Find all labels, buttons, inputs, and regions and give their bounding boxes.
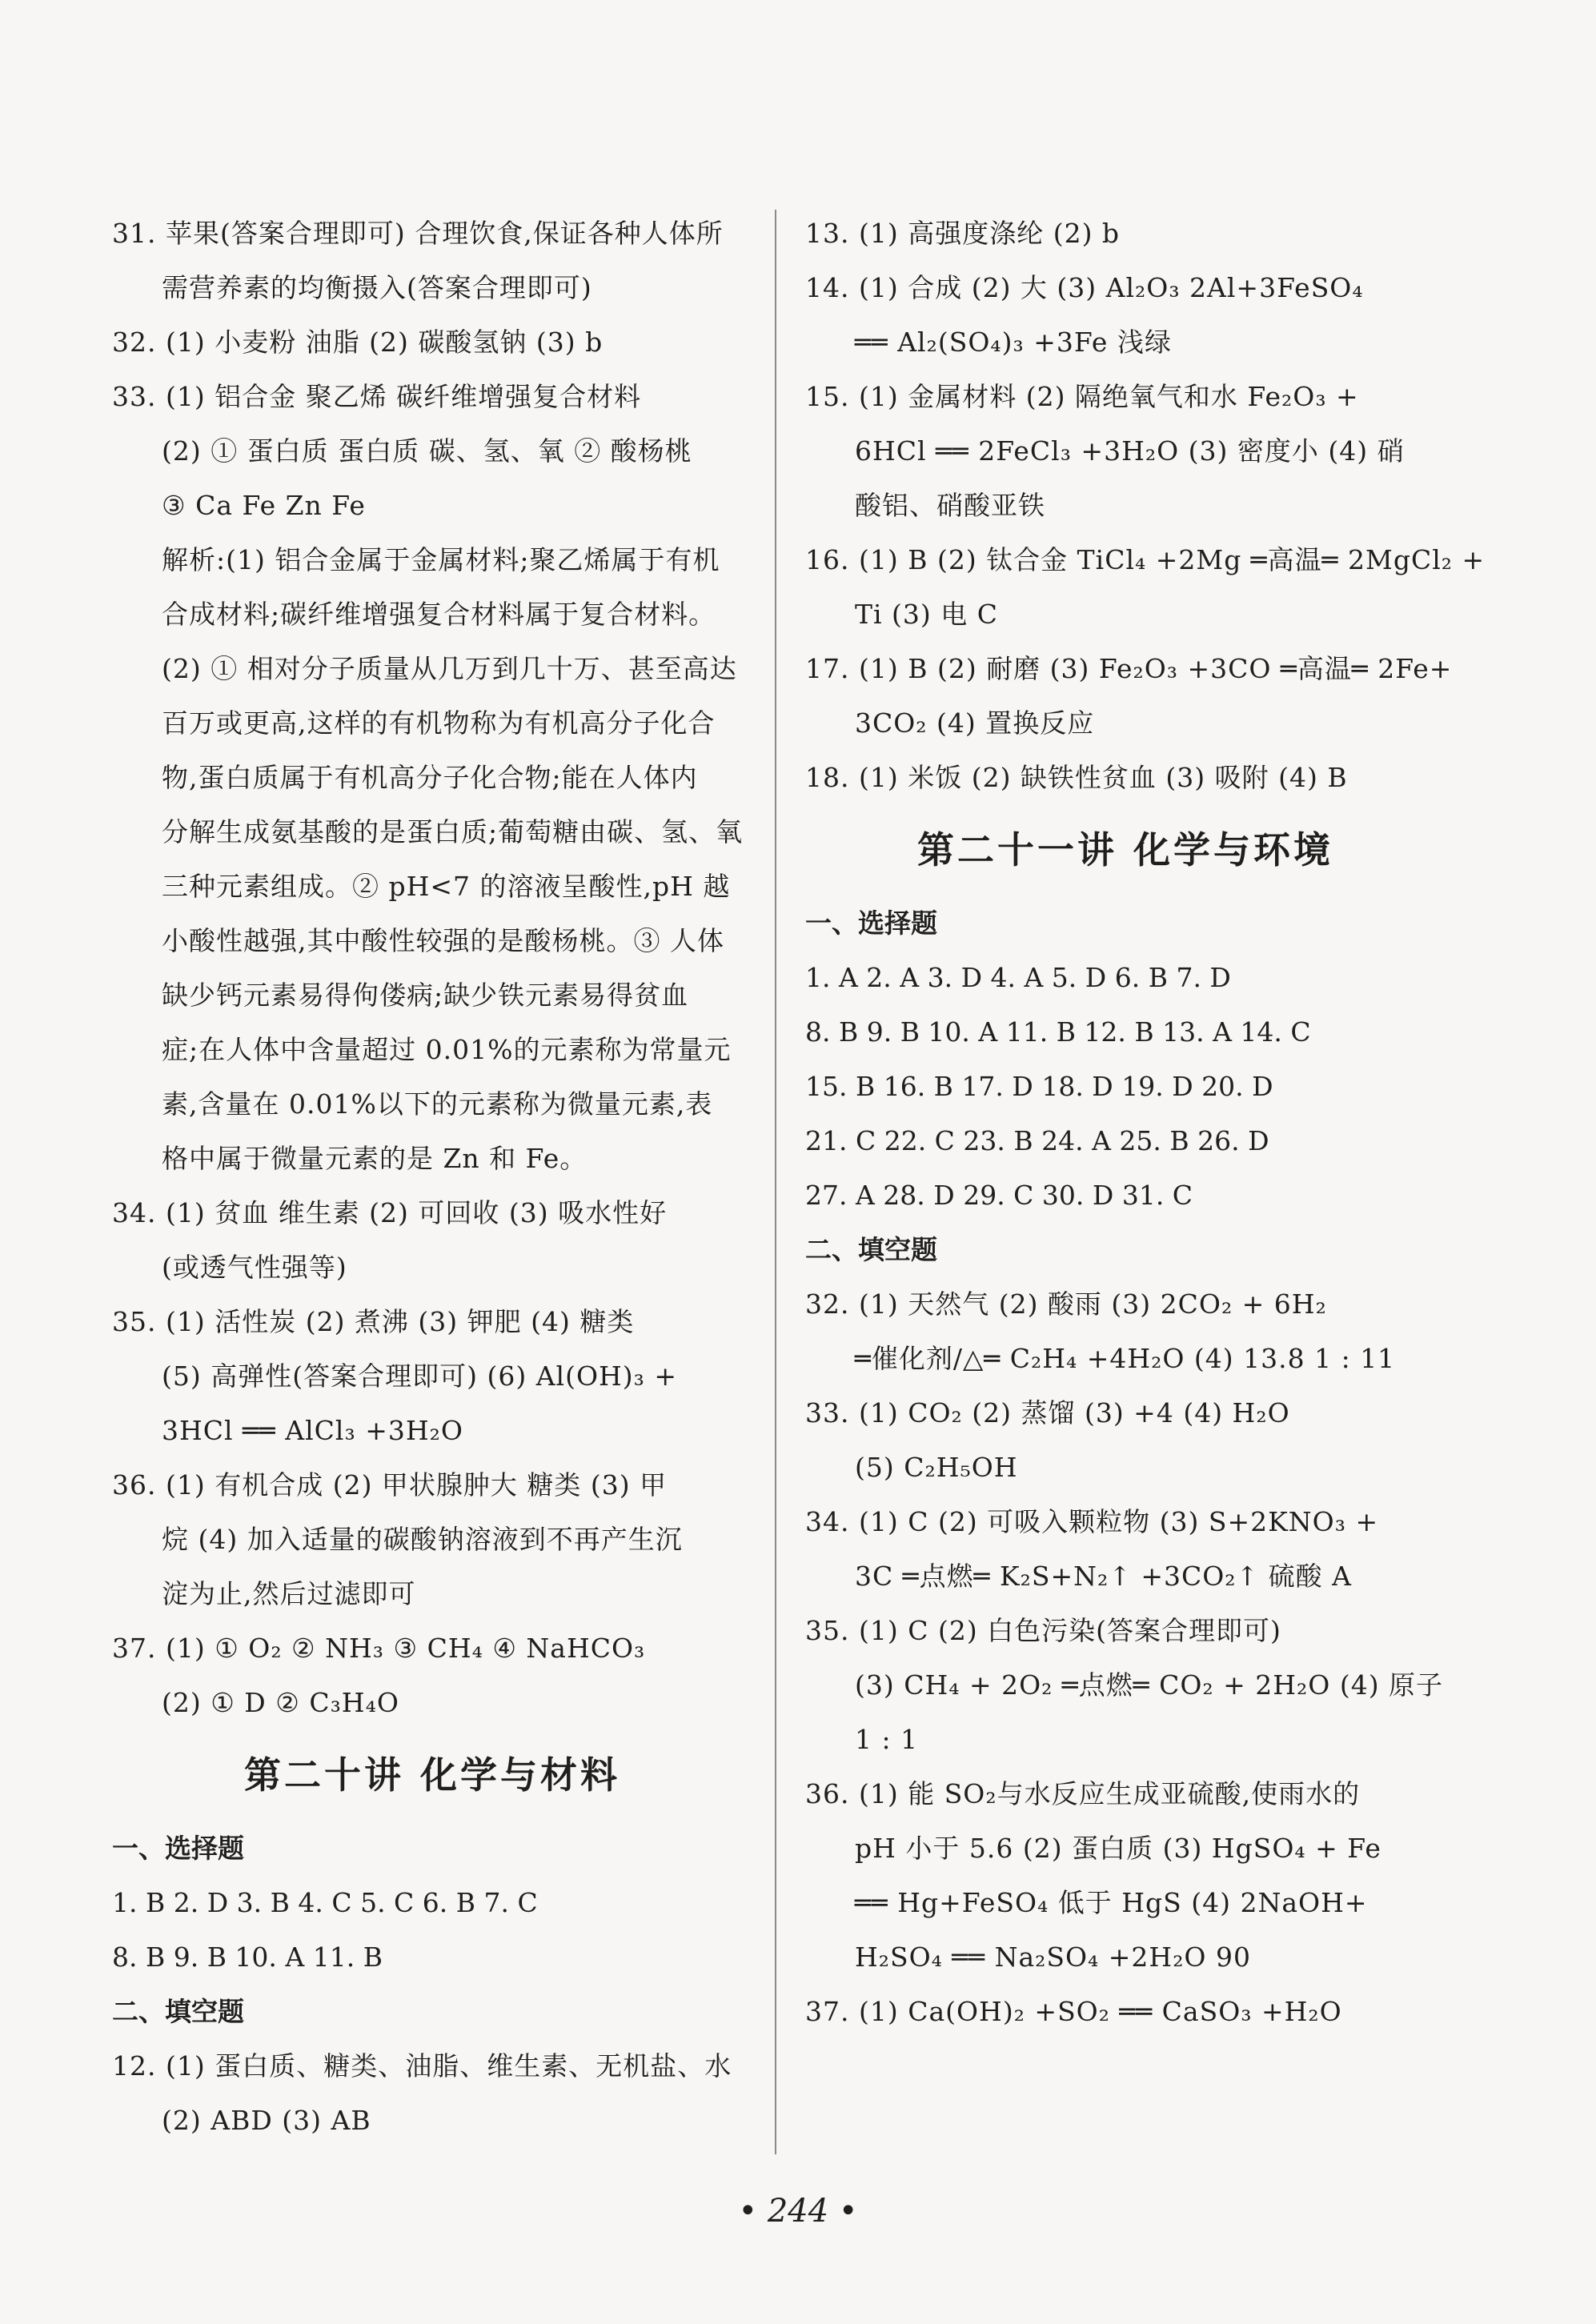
analysis-line-1: 解析:(1) 铝合金属于金属材料;聚乙烯属于有机 xyxy=(162,544,720,575)
analysis-line-5: 物,蛋白质属于有机高分子化合物;能在人体内 xyxy=(162,762,698,793)
answer-33r-line-1: 33. (1) CO₂ (2) 蒸馏 (3) +4 (4) H₂O xyxy=(805,1397,1290,1428)
answer-12-line-2: (2) ABD (3) AB xyxy=(162,2105,371,2136)
section-choice-heading: 一、选择题 xyxy=(112,1833,244,1864)
answer-34r-line-2: 3C ═点燃═ K₂S+N₂↑ +3CO₂↑ 硫酸 A xyxy=(855,1561,1352,1592)
column-divider xyxy=(775,210,776,2154)
choice-answers-row-1: 1. B 2. D 3. B 4. C 5. C 6. B 7. C xyxy=(112,1887,538,1918)
analysis-line-12: 格中属于微量元素的是 Zn 和 Fe。 xyxy=(162,1143,587,1174)
answer-36-line-2: 烷 (4) 加入适量的碳酸钠溶液到不再产生沉 xyxy=(162,1524,683,1555)
choice-answers-row-3-21: 15. B 16. B 17. D 18. D 19. D 20. D xyxy=(805,1071,1273,1102)
choice-answers-row-2: 8. B 9. B 10. A 11. B xyxy=(112,1941,383,1973)
analysis-line-8: 小酸性越强,其中酸性较强的是酸杨桃。③ 人体 xyxy=(162,925,724,956)
answer-34r-line-1: 34. (1) C (2) 可吸入颗粒物 (3) S+2KNO₃ + xyxy=(805,1506,1379,1537)
answer-32-line-1: 32. (1) 小麦粉 油脂 (2) 碳酸氢钠 (3) b xyxy=(112,327,604,358)
answer-35r-line-2: (3) CH₄ + 2O₂ ═点燃═ CO₂ + 2H₂O (4) 原子 xyxy=(855,1669,1444,1701)
answer-31-line-1: 31. 苹果(答案合理即可) 合理饮食,保证各种人体所 xyxy=(112,218,724,249)
choice-answers-row-4-21: 21. C 22. C 23. B 24. A 25. B 26. D xyxy=(805,1125,1269,1156)
answer-12-line-1: 12. (1) 蛋白质、糖类、油脂、维生素、无机盐、水 xyxy=(112,2050,732,2082)
answer-14-line-1: 14. (1) 合成 (2) 大 (3) Al₂O₃ 2Al+3FeSO₄ xyxy=(805,272,1364,303)
analysis-line-2: 合成材料;碳纤维增强复合材料属于复合材料。 xyxy=(162,599,716,630)
answer-15-line-1: 15. (1) 金属材料 (2) 隔绝氧气和水 Fe₂O₃ + xyxy=(805,381,1359,412)
chapter-21-title: 第二十一讲 化学与环境 xyxy=(916,828,1333,872)
right-column xyxy=(805,206,1486,2039)
analysis-line-9: 缺少钙元素易得佝偻病;缺少铁元素易得贫血 xyxy=(162,980,689,1011)
answer-35r-line-1: 35. (1) C (2) 白色污染(答案合理即可) xyxy=(805,1615,1281,1646)
answer-35-line-2: (5) 高弹性(答案合理即可) (6) Al(OH)₃ + xyxy=(162,1360,678,1392)
answer-36r-line-3: ══ Hg+FeSO₄ 低于 HgS (4) 2NaOH+ xyxy=(855,1887,1368,1918)
answer-13-line-1: 13. (1) 高强度涤纶 (2) b xyxy=(805,218,1121,249)
answer-17-line-1: 17. (1) B (2) 耐磨 (3) Fe₂O₃ +3CO ═高温═ 2Fe+ xyxy=(805,653,1453,684)
answer-36-line-1: 36. (1) 有机合成 (2) 甲状腺肿大 糖类 (3) 甲 xyxy=(112,1469,668,1501)
answer-36r-line-1: 36. (1) 能 SO₂与水反应生成亚硫酸,使雨水的 xyxy=(805,1778,1361,1809)
answer-37r-line-1: 37. (1) Ca(OH)₂ +SO₂ ══ CaSO₃ +H₂O xyxy=(805,1996,1342,2027)
section-choice-heading-21: 一、选择题 xyxy=(805,908,937,939)
analysis-line-11: 素,含量在 0.01%以下的元素称为微量元素,表 xyxy=(162,1088,713,1120)
answer-36-line-3: 淀为止,然后过滤即可 xyxy=(162,1578,416,1609)
answer-34-line-2: (或透气性强等) xyxy=(162,1252,347,1283)
answer-33r-line-2: (5) C₂H₅OH xyxy=(855,1452,1018,1483)
answer-36r-line-4: H₂SO₄ ══ Na₂SO₄ +2H₂O 90 xyxy=(855,1941,1251,1973)
analysis-line-3: (2) ① 相对分子质量从几万到几十万、甚至高达 xyxy=(162,653,737,684)
left-column xyxy=(112,206,752,2148)
answer-32r-line-1: 32. (1) 天然气 (2) 酸雨 (3) 2CO₂ + 6H₂ xyxy=(805,1288,1327,1320)
answer-35-line-3: 3HCl ══ AlCl₃ +3H₂O xyxy=(162,1415,463,1446)
section-fill-heading: 二、填空题 xyxy=(112,1996,244,2027)
answer-31-line-2: 需营养素的均衡摄入(答案合理即可) xyxy=(162,272,592,303)
choice-answers-row-1-21: 1. A 2. A 3. D 4. A 5. D 6. B 7. D xyxy=(805,962,1231,993)
answer-33-line-2: (2) ① 蛋白质 蛋白质 碳、氢、氧 ② 酸杨桃 xyxy=(162,435,692,467)
answer-17-line-2: 3CO₂ (4) 置换反应 xyxy=(855,707,1095,739)
answer-15-line-3: 酸铝、硝酸亚铁 xyxy=(855,490,1045,521)
answer-32r-line-2: ═催化剂/△═ C₂H₄ +4H₂O (4) 13.8 1 : 11 xyxy=(855,1343,1396,1374)
section-fill-heading-21: 二、填空题 xyxy=(805,1234,937,1265)
answer-33-line-1: 33. (1) 铝合金 聚乙烯 碳纤维增强复合材料 xyxy=(112,381,642,412)
page-number: • 244 • xyxy=(738,2193,858,2230)
answer-35r-line-3: 1 : 1 xyxy=(855,1724,919,1755)
choice-answers-row-2-21: 8. B 9. B 10. A 11. B 12. B 13. A 14. C xyxy=(805,1016,1311,1048)
answer-36r-line-2: pH 小于 5.6 (2) 蛋白质 (3) HgSO₄ + Fe xyxy=(855,1833,1381,1864)
analysis-line-6: 分解生成氨基酸的是蛋白质;葡萄糖由碳、氢、氧 xyxy=(162,816,744,847)
choice-answers-row-5-21: 27. A 28. D 29. C 30. D 31. C xyxy=(805,1180,1193,1211)
analysis-line-7: 三种元素组成。② pH<7 的溶液呈酸性,pH 越 xyxy=(162,871,731,902)
answer-37-line-2: (2) ① D ② C₃H₄O xyxy=(162,1687,399,1718)
chapter-20-title: 第二十讲 化学与材料 xyxy=(243,1753,620,1797)
answer-34-line-1: 34. (1) 贫血 维生素 (2) 可回收 (3) 吸水性好 xyxy=(112,1197,668,1228)
analysis-line-10: 症;在人体中含量超过 0.01%的元素称为常量元 xyxy=(162,1034,732,1065)
analysis-line-4: 百万或更高,这样的有机物称为有机高分子化合 xyxy=(162,707,716,739)
answer-33-line-3: ③ Ca Fe Zn Fe xyxy=(162,490,366,521)
answer-37-line-1: 37. (1) ① O₂ ② NH₃ ③ CH₄ ④ NaHCO₃ xyxy=(112,1633,646,1664)
answer-16-line-2: Ti (3) 电 C xyxy=(855,599,999,630)
answer-14-line-2: ══ Al₂(SO₄)₃ +3Fe 浅绿 xyxy=(855,327,1172,358)
answer-18-line-1: 18. (1) 米饭 (2) 缺铁性贫血 (3) 吸附 (4) B xyxy=(805,762,1348,793)
answer-35-line-1: 35. (1) 活性炭 (2) 煮沸 (3) 钾肥 (4) 糖类 xyxy=(112,1306,635,1337)
answer-15-line-2: 6HCl ══ 2FeCl₃ +3H₂O (3) 密度小 (4) 硝 xyxy=(855,435,1405,467)
answer-16-line-1: 16. (1) B (2) 钛合金 TiCl₄ +2Mg ═高温═ 2MgCl₂ + xyxy=(805,544,1486,575)
